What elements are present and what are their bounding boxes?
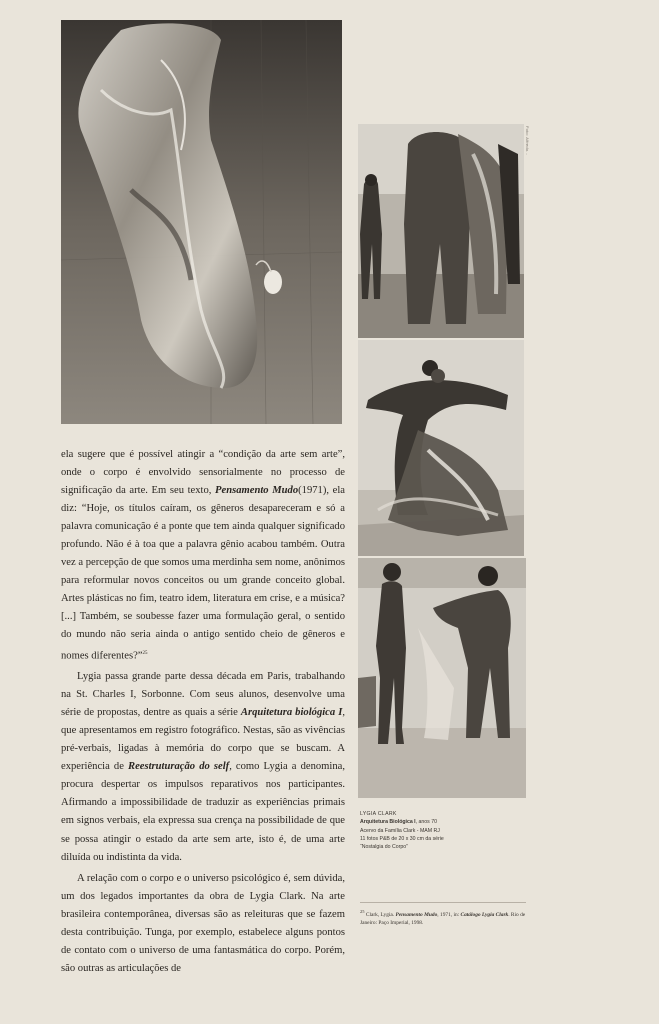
footnote-divider [360,902,526,903]
body-text [61,446,345,978]
caption-medium: 11 fotos P&B de 20 x 30 cm da série [360,835,444,842]
photograph-group-standing [358,124,524,338]
work-title-reestruturacao: Reestruturação do self [128,761,230,773]
caption-title: Arquitetura Biológica I [360,819,416,826]
photograph-group-embrace [358,340,524,556]
caption-date: , anos 70 [415,819,437,826]
caption-collection: Acervo da Família Clark - MAM RJ [360,827,440,834]
paragraph-1: ela sugere que é possível atingir a “condição da arte sem arte”, onde o corpo é envolvido sensorialmente no processo de significação da arte. Em seu texto, Pensamento Mudo(1971), ela diz: “Hoje, os títulos caíram, os gêneros desapareceram e só a palavra comunicação é a ponte que tem ainda qualquer significado profundo. Não é à toa que a palavra gênio acabou também. Outra vez a percepção de que somos uma merdinha sem nome, anônimos para reformular novos conceitos ou um grande conceito global. Artes plásticas no fim, teatro idem, literatura em crise, e a música? [...] Também, se soubesse fazer uma formulação geral, o sentido do mundo não seria ainda o antigo sentido cheio de gêneros e nomes diferentes?”$^{25}$ [61,449,345,662]
paragraph-3: A relação com o corpo e o universo psicológico é, sem dúvida, um dos legados importantes da obra de Lygia Clark. Na arte brasileira contemporânea, diversas são as releituras que se fazem desta contribuição. Tunga, por exemplo, estabelece alguns pontos de contato com o universo de uma fantasmática do corpo. Porém, são outras as articulações de [61,872,345,974]
footnote-ref: 25 [142,650,148,656]
photo-credit: Foto: Alfredo... [525,126,530,156]
work-title-pensamento-mudo: Pensamento Mudo [215,485,299,497]
caption-series: “Nostalgia do Corpo” [360,844,408,851]
photo-caption [360,810,530,851]
main-photograph [61,20,342,424]
caption-artist: LYGIA CLARK [360,811,397,817]
footnote: $^{25}$ Clark, Lygia. Pensamento Mudo, 1971, in: Catálogo Lygia Clark. Rio de Janeiro: Paço Imperial, 1998. [360,909,526,927]
paragraph-2: Lygia passa grande parte dessa década em Paris, trabalhando na St. Charles I, Sorbonne. Com seus alunos, desenvolve uma série de propostas, dentre as quais a série Arquitetura biológica I, que apresentamos em registro fotográfico. Nestas, são as vivências pré-verbais, ligadas à memória do corpo que se buscam. A experiência de Reestruturação do self, como Lygia a denomina, procura despertar os impulsos reparativos nos participantes. Afirmando a impossibilidade de traduzir as experiências primais em signos verbais, ela expressa sua crença na possibilidade de que se possa atingir o estado da arte sem arte, isto é, de uma arte diluída ou indistinta da vida. [61,671,345,863]
work-title-arquitetura: Arquitetura biológica I [240,707,343,719]
photograph-two-figures [358,558,526,798]
